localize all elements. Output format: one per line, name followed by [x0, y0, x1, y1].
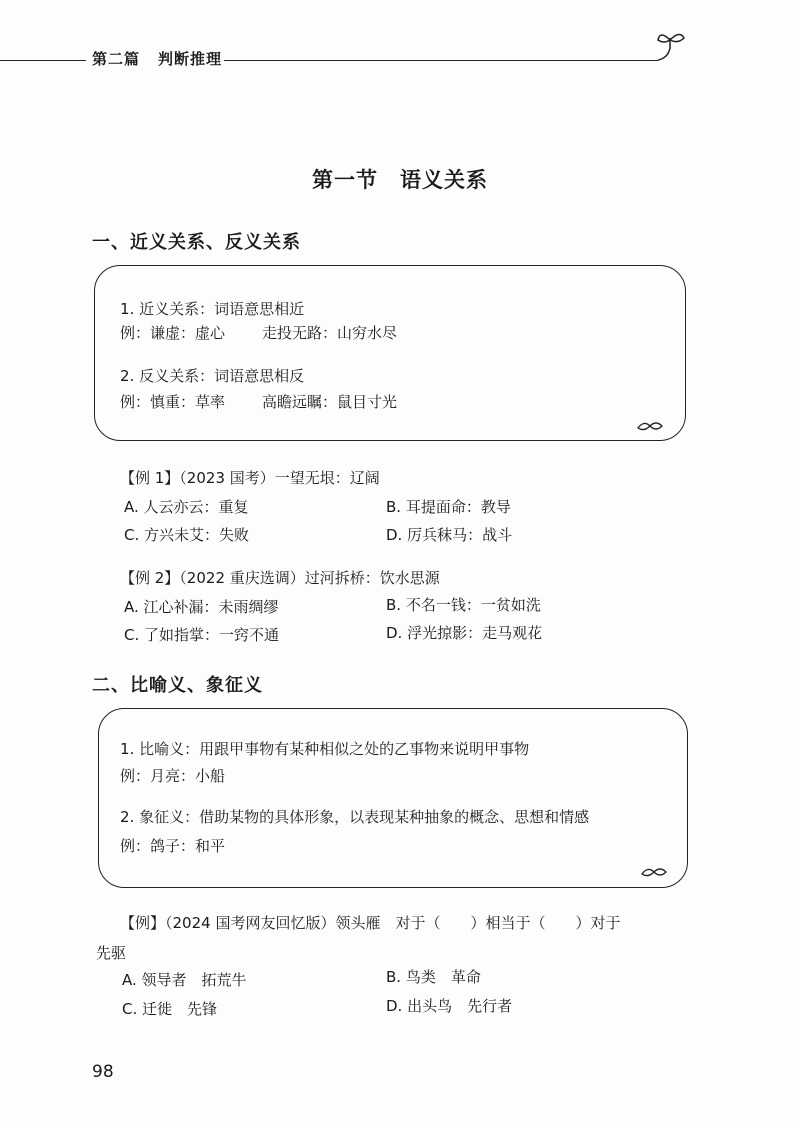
example-3-option-a: A. 领导者 拓荒牛: [122, 971, 247, 989]
example-3-question-line-2: 先驱: [96, 944, 127, 962]
example-2-question: 【例 2】（2022 重庆选调）过河拆桥：饮水思源: [120, 569, 440, 587]
header-title: 判断推理: [158, 50, 223, 68]
box2-line-2: 2. 象征义：借助某物的具体形象，以表现某种抽象的概念、思想和情感: [120, 808, 590, 826]
leaf-decoration-icon: [636, 418, 664, 434]
page-number: 98: [92, 1062, 114, 1082]
box1-example-2b: 高瞻远瞩：鼠目寸光: [262, 393, 398, 411]
running-header: [92, 48, 222, 69]
example-2-option-a: A. 江心补漏：未雨绸缪: [124, 598, 279, 616]
heading-metaphor-symbol: 二、比喻义、象征义: [92, 675, 263, 696]
header-rule-left: [0, 60, 86, 61]
example-2-option-c: C. 了如指掌：一窍不通: [124, 626, 280, 644]
example-2-option-b: B. 不名一钱：一贫如洗: [386, 596, 541, 614]
example-1-option-a: A. 人云亦云：重复: [124, 498, 249, 516]
example-3-option-d: D. 出头鸟 先行者: [386, 997, 513, 1015]
box1-example-1a: 例：谦虚：虚心: [120, 324, 226, 342]
header-rule-right: [224, 60, 658, 61]
example-3-option-c: C. 迁徙 先锋: [122, 1000, 218, 1018]
box2-line-1: 1. 比喻义：用跟甲事物有某种相似之处的乙事物来说明甲事物: [120, 740, 530, 758]
box2-example-2: 例：鸽子：和平: [120, 837, 226, 855]
box2-example-1: 例：月亮：小船: [120, 767, 226, 785]
box1-example-1b: 走投无路：山穷水尽: [262, 324, 398, 342]
example-1-option-c: C. 方兴未艾：失败: [124, 526, 250, 544]
box1-line-1: 1. 近义关系：词语意思相近: [120, 300, 305, 318]
sprout-icon: [652, 26, 692, 66]
example-1-option-d: D. 厉兵秣马：战斗: [386, 526, 513, 544]
leaf-decoration-icon: [640, 864, 668, 880]
example-3-option-b: B. 鸟类 革命: [386, 968, 481, 986]
box1-line-2: 2. 反义关系：词语意思相反: [120, 367, 305, 385]
header-part: 第二篇: [92, 50, 141, 68]
example-3-question-line-1: 【例】（2024 国考网友回忆版）领头雁 对于（ ）相当于（ ）对于: [120, 914, 621, 932]
definition-box-2: [98, 708, 688, 888]
example-1-question: 【例 1】（2023 国考）一望无垠：辽阔: [120, 469, 380, 487]
section-title: [0, 164, 800, 194]
box1-example-2a: 例：慎重：草率: [120, 393, 226, 411]
example-1-option-b: B. 耳提面命：教导: [386, 498, 511, 516]
section-name: 语义关系: [400, 168, 488, 192]
definition-box-1: [94, 265, 686, 441]
section-number: 第一节: [312, 168, 378, 192]
example-2-option-d: D. 浮光掠影：走马观花: [386, 624, 543, 642]
heading-synonym-antonym: 一、近义关系、反义关系: [92, 232, 301, 253]
